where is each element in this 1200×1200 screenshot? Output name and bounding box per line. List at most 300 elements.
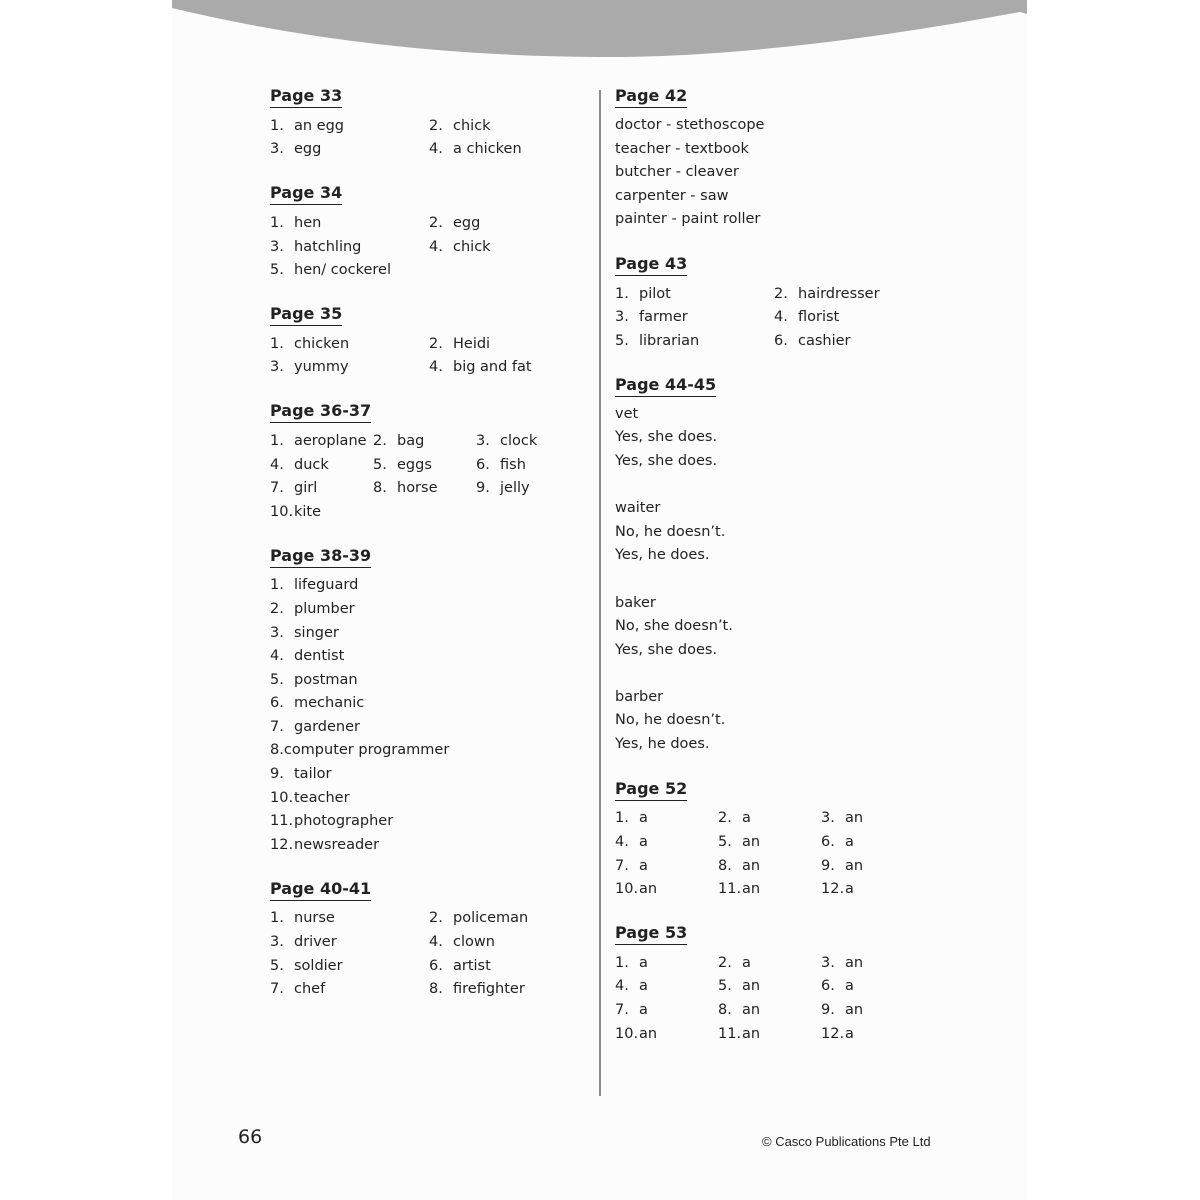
- answer-line: No, he doesn’t.: [615, 523, 726, 540]
- item-number: 7.: [615, 857, 629, 874]
- answer-row: [270, 258, 590, 282]
- item-number: 3.: [270, 141, 284, 158]
- item-number: 1.: [270, 117, 284, 134]
- item-number: 6.: [270, 695, 284, 712]
- answer-section: [270, 304, 590, 379]
- section-heading: Page 36-37: [270, 401, 371, 423]
- answer-item: [718, 834, 821, 850]
- item-answer: mechanic: [294, 695, 365, 712]
- item-answer: an: [742, 834, 761, 851]
- answer-row: [270, 597, 590, 621]
- item-number: 8.: [373, 480, 387, 497]
- answer-row: [615, 306, 935, 330]
- answer-row: [270, 833, 590, 857]
- item-number: 6.: [774, 332, 788, 349]
- item-answer: kite: [294, 503, 322, 520]
- item-answer: an: [845, 810, 864, 827]
- item-answer: a: [639, 810, 648, 827]
- answer-row: [615, 854, 935, 878]
- answer-item: [270, 790, 429, 806]
- answer-line: No, he doesn’t.: [615, 712, 726, 729]
- answer-item: [373, 457, 476, 473]
- item-answer: an: [845, 1002, 864, 1019]
- header-banner: [172, 0, 1027, 62]
- answer-row: [270, 500, 590, 524]
- item-answer: a: [742, 954, 751, 971]
- answer-row: [270, 762, 590, 786]
- item-number: 2.: [718, 954, 732, 971]
- answer-item: [718, 978, 821, 994]
- item-answer: photographer: [294, 813, 394, 830]
- answer-row: [270, 954, 590, 978]
- answer-item: [615, 333, 774, 349]
- section-heading: Page 44-45: [615, 375, 716, 397]
- item-answer: an: [742, 881, 761, 898]
- item-number: 4.: [270, 648, 284, 665]
- answer-item: [270, 504, 373, 520]
- item-answer: hatchling: [294, 238, 362, 255]
- item-number: 6.: [429, 957, 443, 974]
- answer-row: [270, 907, 590, 931]
- answer-item: [270, 934, 429, 950]
- answer-item: [718, 1026, 821, 1042]
- item-number: 3.: [615, 309, 629, 326]
- answer-section: [615, 375, 935, 757]
- item-answer: a chicken: [453, 141, 522, 158]
- item-number: 1.: [615, 810, 629, 827]
- answer-item: [429, 215, 588, 231]
- item-answer: a: [845, 834, 854, 851]
- item-number: 3.: [270, 624, 284, 641]
- answer-line: Yes, she does.: [615, 452, 718, 469]
- section-heading: Page 40-41: [270, 879, 371, 901]
- item-answer: a: [639, 954, 648, 971]
- answer-item: [270, 719, 429, 735]
- answer-row: [270, 692, 590, 716]
- answer-item: [270, 457, 373, 473]
- answer-item: [270, 262, 429, 278]
- answer-item: [615, 810, 718, 826]
- item-answer: an: [639, 881, 658, 898]
- item-number: 9.: [270, 766, 284, 783]
- item-answer: chick: [453, 238, 491, 255]
- answer-item: [821, 1026, 924, 1042]
- answer-item: [476, 433, 579, 449]
- answer-row: [270, 356, 590, 380]
- answer-item: [373, 480, 476, 496]
- answer-item: [270, 742, 450, 759]
- answer-item: [429, 981, 588, 997]
- item-answer: artist: [453, 957, 491, 974]
- item-answer: an: [742, 1025, 761, 1042]
- answer-line: Yes, he does.: [615, 736, 710, 753]
- answer-row: [615, 807, 935, 831]
- answer-item: [718, 858, 821, 874]
- item-answer: eggs: [397, 456, 432, 473]
- item-number: 8.: [718, 1002, 732, 1019]
- item-number: 10.: [615, 881, 639, 898]
- answer-item: [821, 978, 924, 994]
- answer-item: [270, 239, 429, 255]
- item-number: 2.: [718, 810, 732, 827]
- item-number: 4.: [774, 309, 788, 326]
- item-answer: cashier: [798, 332, 851, 349]
- item-number: 4.: [429, 238, 443, 255]
- item-answer: an: [845, 954, 864, 971]
- item-number: 9.: [476, 480, 490, 497]
- spacer: [615, 662, 935, 686]
- item-number: 7.: [270, 480, 284, 497]
- item-number: 9.: [821, 1002, 835, 1019]
- item-answer: duck: [294, 456, 329, 473]
- answer-item: [718, 810, 821, 826]
- answer-row: [270, 114, 590, 138]
- answer-item: [270, 336, 429, 352]
- item-answer: tailor: [294, 766, 332, 783]
- answer-line: barber: [615, 688, 664, 705]
- section-heading: Page 38-39: [270, 546, 371, 568]
- item-number: 5.: [373, 456, 387, 473]
- item-number: 1.: [270, 214, 284, 231]
- item-number: 4.: [270, 456, 284, 473]
- answer-item: [429, 958, 588, 974]
- item-number: 5.: [270, 262, 284, 279]
- spacer: [615, 474, 935, 498]
- item-number: 3.: [821, 810, 835, 827]
- answer-row: [615, 1022, 935, 1046]
- item-number: 12.: [270, 836, 294, 853]
- answer-item: [270, 648, 429, 664]
- answer-line: teacher - textbook: [615, 140, 749, 157]
- answer-row: [615, 877, 935, 901]
- item-number: 12.: [821, 1025, 845, 1042]
- item-answer: singer: [294, 624, 339, 641]
- answer-line: Yes, she does.: [615, 641, 718, 658]
- answer-item: [270, 118, 429, 134]
- answer-item: [270, 910, 429, 926]
- answer-row: [615, 830, 935, 854]
- answer-item: [270, 577, 429, 593]
- item-answer: aeroplane: [294, 432, 367, 449]
- answer-item: [270, 359, 429, 375]
- item-number: 2.: [373, 432, 387, 449]
- item-answer: an: [639, 1025, 658, 1042]
- answer-line: doctor - stethoscope: [615, 117, 765, 133]
- answer-section: [270, 879, 590, 1001]
- answer-row: [270, 429, 590, 453]
- item-answer: an: [742, 978, 761, 995]
- section-heading: Page 52: [615, 779, 687, 801]
- item-number: 12.: [821, 881, 845, 898]
- answer-item: [615, 858, 718, 874]
- page-number: 66: [238, 1126, 263, 1148]
- answer-row: [270, 930, 590, 954]
- answer-row: [270, 715, 590, 739]
- answer-item: [429, 336, 588, 352]
- answer-item: [270, 837, 429, 853]
- item-number: 1.: [270, 432, 284, 449]
- answer-item: [774, 309, 933, 325]
- answer-section: [615, 254, 935, 353]
- answer-item: [429, 141, 588, 157]
- item-number: 9.: [821, 857, 835, 874]
- answer-row: [615, 998, 935, 1022]
- section-heading: Page 43: [615, 254, 687, 276]
- item-answer: clown: [453, 934, 495, 951]
- item-number: 2.: [429, 117, 443, 134]
- item-answer: a: [845, 1025, 854, 1042]
- answer-row: [270, 235, 590, 259]
- item-answer: big and fat: [453, 359, 532, 376]
- item-answer: hairdresser: [798, 285, 880, 302]
- item-number: 1.: [270, 577, 284, 594]
- item-answer: hen/ cockerel: [294, 262, 392, 279]
- answer-item: [270, 625, 429, 641]
- item-answer: horse: [397, 480, 438, 497]
- answer-item: [270, 141, 429, 157]
- answer-section: [615, 779, 935, 901]
- answer-item: [615, 309, 774, 325]
- item-number: 3.: [821, 954, 835, 971]
- answer-item: [476, 480, 579, 496]
- answer-item: [821, 881, 924, 897]
- answer-item: [476, 457, 579, 473]
- item-answer: egg: [453, 214, 481, 231]
- answer-row: [270, 621, 590, 645]
- answer-item: [615, 881, 718, 897]
- answer-row: [270, 668, 590, 692]
- answer-item: [270, 766, 429, 782]
- item-number: 1.: [615, 285, 629, 302]
- item-answer: a: [639, 834, 648, 851]
- item-answer: nurse: [294, 910, 335, 927]
- item-answer: a: [742, 810, 751, 827]
- item-number: 4.: [429, 934, 443, 951]
- item-answer: chef: [294, 981, 326, 998]
- item-number: 5.: [270, 957, 284, 974]
- answer-row: [270, 644, 590, 668]
- answer-section: [270, 183, 590, 282]
- item-answer: gardener: [294, 718, 360, 735]
- item-number: 3.: [270, 359, 284, 376]
- answer-item: [429, 359, 588, 375]
- column-divider: [599, 90, 601, 1096]
- item-answer: driver: [294, 934, 337, 951]
- item-answer: a: [639, 978, 648, 995]
- answer-item: [615, 1002, 718, 1018]
- item-number: 3.: [270, 238, 284, 255]
- answer-line: waiter: [615, 500, 661, 517]
- answer-item: [270, 695, 429, 711]
- item-answer: a: [845, 978, 854, 995]
- item-answer: computer programmer: [283, 742, 450, 759]
- item-answer: Heidi: [453, 335, 491, 352]
- item-number: 4.: [615, 834, 629, 851]
- item-number: 8.: [718, 857, 732, 874]
- item-number: 5.: [270, 671, 284, 688]
- answer-row: [615, 282, 935, 306]
- item-answer: chick: [453, 117, 491, 134]
- answer-item: [774, 333, 933, 349]
- answer-item: [270, 480, 373, 496]
- answer-line: painter - paint roller: [615, 211, 761, 228]
- answer-section: [270, 86, 590, 161]
- item-number: 6.: [821, 834, 835, 851]
- item-number: 10.: [270, 503, 294, 520]
- item-number: 11.: [718, 881, 742, 898]
- item-answer: egg: [294, 141, 322, 158]
- item-answer: an: [742, 1002, 761, 1019]
- answer-row: [270, 739, 590, 763]
- answer-section: [270, 401, 590, 523]
- section-heading: Page 33: [270, 86, 342, 108]
- answer-line: Yes, she does.: [615, 429, 718, 446]
- item-answer: a: [639, 1002, 648, 1019]
- answer-item: [270, 981, 429, 997]
- answer-line: butcher - cleaver: [615, 164, 739, 181]
- answer-row: [270, 574, 590, 598]
- item-answer: soldier: [294, 957, 343, 974]
- item-number: 4.: [429, 141, 443, 158]
- item-number: 2.: [270, 600, 284, 617]
- answer-item: [429, 239, 588, 255]
- item-answer: florist: [798, 309, 840, 326]
- item-answer: chicken: [294, 335, 350, 352]
- answer-item: [718, 881, 821, 897]
- item-answer: an: [845, 857, 864, 874]
- spacer: [615, 568, 935, 592]
- answer-row: [270, 809, 590, 833]
- item-answer: postman: [294, 671, 358, 688]
- answer-section: [615, 923, 935, 1045]
- section-heading: Page 53: [615, 923, 687, 945]
- item-answer: librarian: [639, 332, 700, 349]
- item-answer: teacher: [294, 789, 350, 806]
- answer-item: [821, 1002, 924, 1018]
- item-number: 4.: [429, 359, 443, 376]
- item-answer: girl: [294, 480, 318, 497]
- answer-item: [270, 813, 429, 829]
- section-heading: Page 42: [615, 86, 687, 108]
- item-answer: newsreader: [294, 836, 380, 853]
- answer-row: [270, 211, 590, 235]
- answer-row: [270, 453, 590, 477]
- answer-item: [774, 286, 933, 302]
- item-number: 7.: [270, 718, 284, 735]
- item-answer: firefighter: [453, 981, 525, 998]
- answer-item: [718, 1002, 821, 1018]
- answer-row: [270, 476, 590, 500]
- answer-item: [373, 433, 476, 449]
- item-number: 2.: [774, 285, 788, 302]
- answer-row: [270, 786, 590, 810]
- item-answer: lifeguard: [294, 577, 359, 594]
- item-answer: a: [845, 881, 854, 898]
- section-heading: Page 35: [270, 304, 342, 326]
- item-answer: farmer: [639, 309, 688, 326]
- answer-row: [270, 332, 590, 356]
- item-answer: plumber: [294, 600, 355, 617]
- answer-item: [821, 834, 924, 850]
- item-answer: clock: [500, 432, 538, 449]
- item-answer: yummy: [294, 359, 349, 376]
- item-answer: pilot: [639, 285, 671, 302]
- item-number: 1.: [270, 910, 284, 927]
- answer-line: vet: [615, 405, 639, 422]
- copyright-notice: © Casco Publications Pte Ltd: [762, 1134, 931, 1149]
- answer-item: [270, 672, 429, 688]
- answer-item: [429, 934, 588, 950]
- item-number: 10.: [615, 1025, 639, 1042]
- answer-line: No, she doesn’t.: [615, 618, 733, 635]
- item-answer: bag: [397, 432, 425, 449]
- answer-item: [615, 834, 718, 850]
- right-column: [615, 86, 935, 1067]
- answer-item: [270, 433, 373, 449]
- item-number: 8.: [270, 742, 284, 759]
- answer-item: [615, 1026, 718, 1042]
- answer-item: [270, 601, 429, 617]
- item-number: 4.: [615, 978, 629, 995]
- answer-row: [615, 329, 935, 353]
- item-answer: dentist: [294, 648, 345, 665]
- item-number: 5.: [718, 834, 732, 851]
- item-number: 2.: [429, 214, 443, 231]
- item-number: 7.: [615, 1002, 629, 1019]
- item-number: 8.: [429, 981, 443, 998]
- answer-item: [615, 978, 718, 994]
- answer-item: [270, 215, 429, 231]
- item-answer: fish: [500, 456, 526, 473]
- answer-section: [270, 546, 590, 857]
- item-number: 6.: [821, 978, 835, 995]
- answer-item: [821, 810, 924, 826]
- answer-item: [429, 118, 588, 134]
- item-answer: a: [639, 857, 648, 874]
- item-number: 2.: [429, 335, 443, 352]
- answer-line: carpenter - saw: [615, 187, 729, 204]
- answer-line: baker: [615, 594, 656, 611]
- item-answer: hen: [294, 214, 322, 231]
- answer-item: [821, 858, 924, 874]
- answer-line: Yes, he does.: [615, 547, 710, 564]
- item-answer: policeman: [453, 910, 529, 927]
- answer-row: [615, 951, 935, 975]
- answer-item: [821, 955, 924, 971]
- answer-row: [270, 977, 590, 1001]
- item-number: 10.: [270, 789, 294, 806]
- answer-row: [615, 975, 935, 999]
- item-number: 11.: [270, 813, 294, 830]
- answer-item: [429, 910, 588, 926]
- item-number: 1.: [615, 954, 629, 971]
- item-answer: an: [742, 857, 761, 874]
- answer-item: [615, 286, 774, 302]
- item-answer: an egg: [294, 117, 345, 134]
- item-number: 3.: [476, 432, 490, 449]
- answer-item: [718, 955, 821, 971]
- item-number: 1.: [270, 335, 284, 352]
- section-heading: Page 34: [270, 183, 342, 205]
- item-number: 6.: [476, 456, 490, 473]
- answer-section: [615, 86, 935, 232]
- item-number: 11.: [718, 1025, 742, 1042]
- left-column: [270, 86, 590, 1023]
- item-number: 3.: [270, 934, 284, 951]
- item-number: 5.: [718, 978, 732, 995]
- answer-item: [615, 955, 718, 971]
- item-number: 7.: [270, 981, 284, 998]
